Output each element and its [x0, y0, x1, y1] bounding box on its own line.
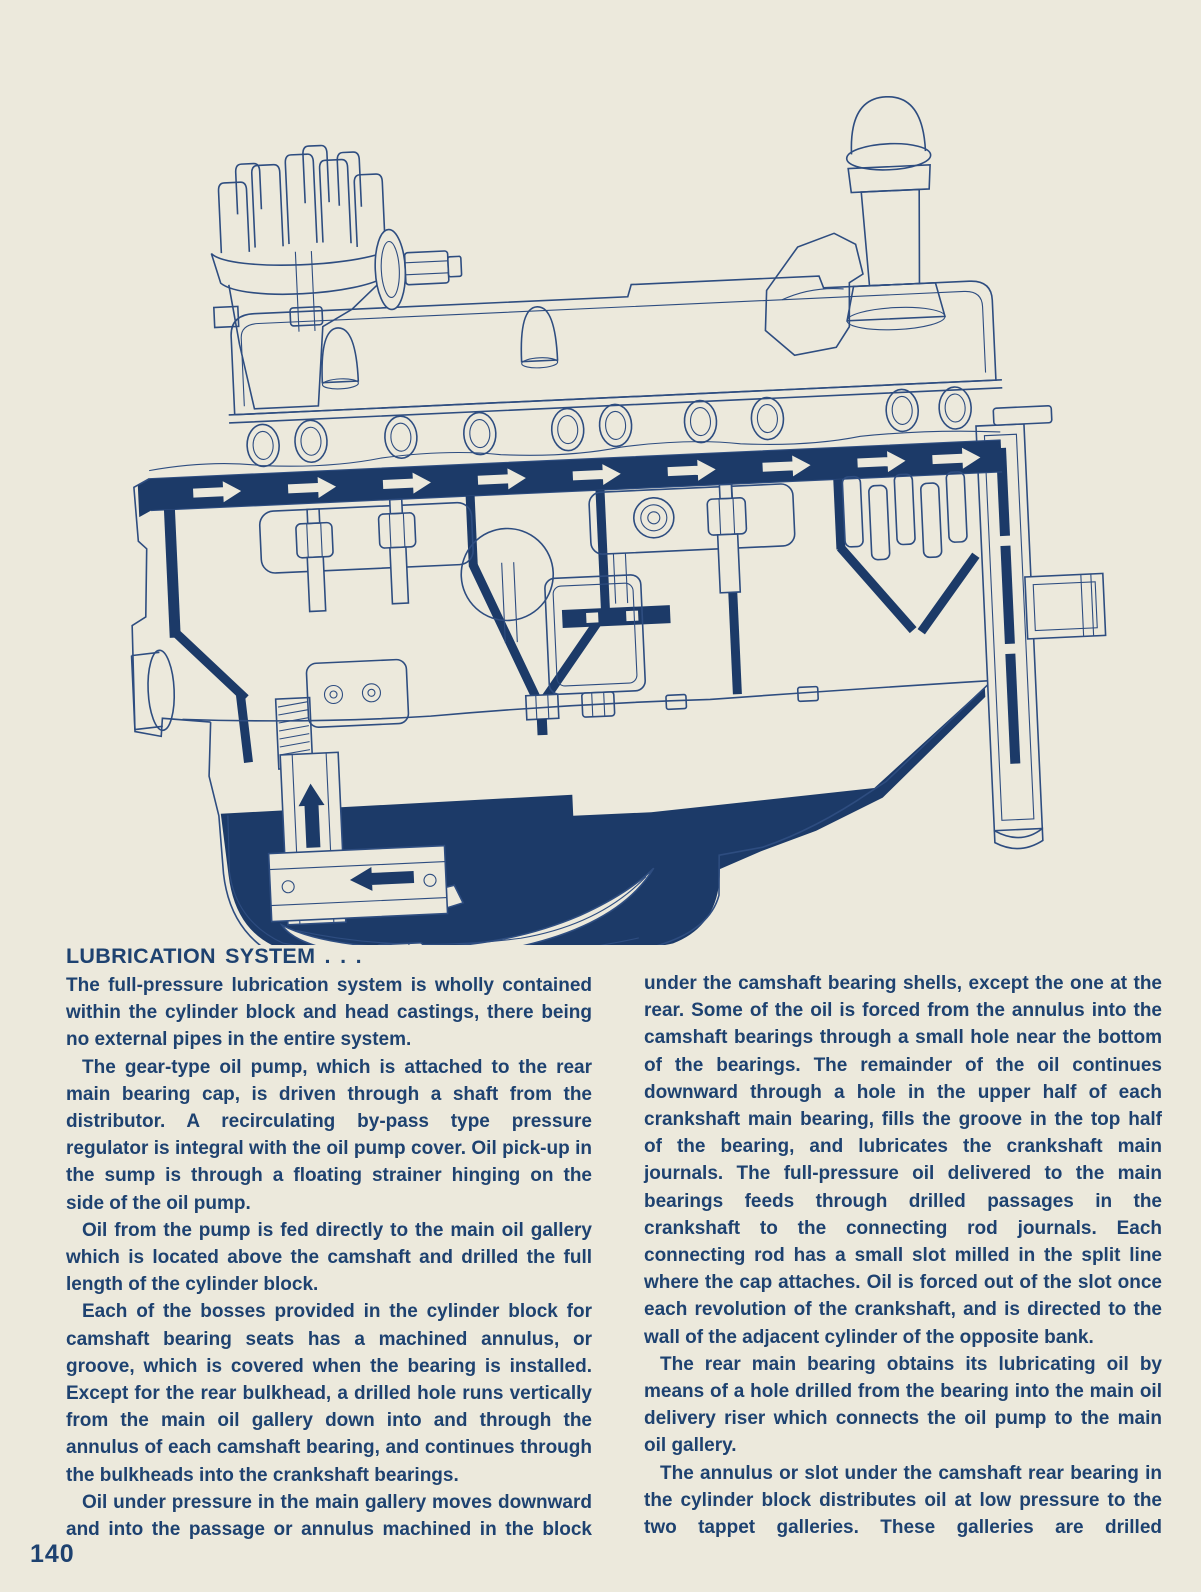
valve-cover: [224, 268, 1003, 423]
paragraph: The full-pressure lubrication system is wholly contained within the cylinder block and head castings, there being no external pipes in the entire system.: [66, 975, 592, 1051]
main-oil-gallery: [138, 440, 1003, 517]
paragraph: Each of the bosses provided in the cylinder block for camshaft bearing seats has a machined annulus, or groove, which is covered when the bearing is installed. Except for the rear bulkhead, a drilled hole runs vertically from the main oil gallery down into and through the annulus of each camshaft bearing, and continues through the bulkheads into the crankshaft bearings.: [66, 1301, 592, 1486]
distributor: [207, 139, 468, 410]
paragraph: The gear-type oil pump, which is attached to the rear main bearing cap, is driven through a shaft from the distributor. A recirculating by-pass type pressure regulator is integral with the oil pump cover. Oil pick-up in the sump is through a floating strainer hinging on the side of the oil pump.: [66, 1056, 592, 1214]
cast-gusset: [761, 232, 866, 356]
paragraph: The rear main bearing obtains its lubricating oil by means of a hole drilled from the bearing into the main oil delivery riser which connects the oil pump to the main oil gallery.: [644, 1353, 1162, 1457]
left-column: [66, 942, 592, 1543]
section-heading: LUBRICATION SYSTEM . . .: [66, 944, 362, 968]
oil-filler-cap: [755, 95, 946, 357]
paragraph: Oil under pressure in the main gallery moves downward and into the passage or annulus machined in the block: [66, 1491, 592, 1541]
paragraph: The annulus or slot under the camshaft rear bearing in the cylinder block distributes oil at low pressure to the two tappet galleries. These galleries are drilled: [644, 1462, 1162, 1539]
paragraph: under the camshaft bearing shells, except the one at the rear. Some of the oil is forced from the annulus into the camshaft bearings through a small hole near the bottom of the bearings. The remainder of the oil continues downward through a hole in the upper half of each crankshaft main bearing, fills the groove in the top half of the bearing, and lubricates the crankshaft main journals. The full-pressure oil delivered to the main bearings feeds through drilled passages in the crankshaft to the connecting rod journals. Each connecting rod has a small slot milled in the split line where the cap attaches. Oil is forced out of the slot once each revolution of the crankshaft, and is directed to the wall of the adjacent cylinder of the opposite bank.: [644, 973, 1162, 1348]
paragraph: Oil from the pump is fed directly to the main oil gallery which is located above the camshaft and drilled the full length of the cylinder block.: [66, 1219, 592, 1296]
page-number: 140: [30, 1540, 75, 1568]
right-column: [644, 942, 1162, 1541]
